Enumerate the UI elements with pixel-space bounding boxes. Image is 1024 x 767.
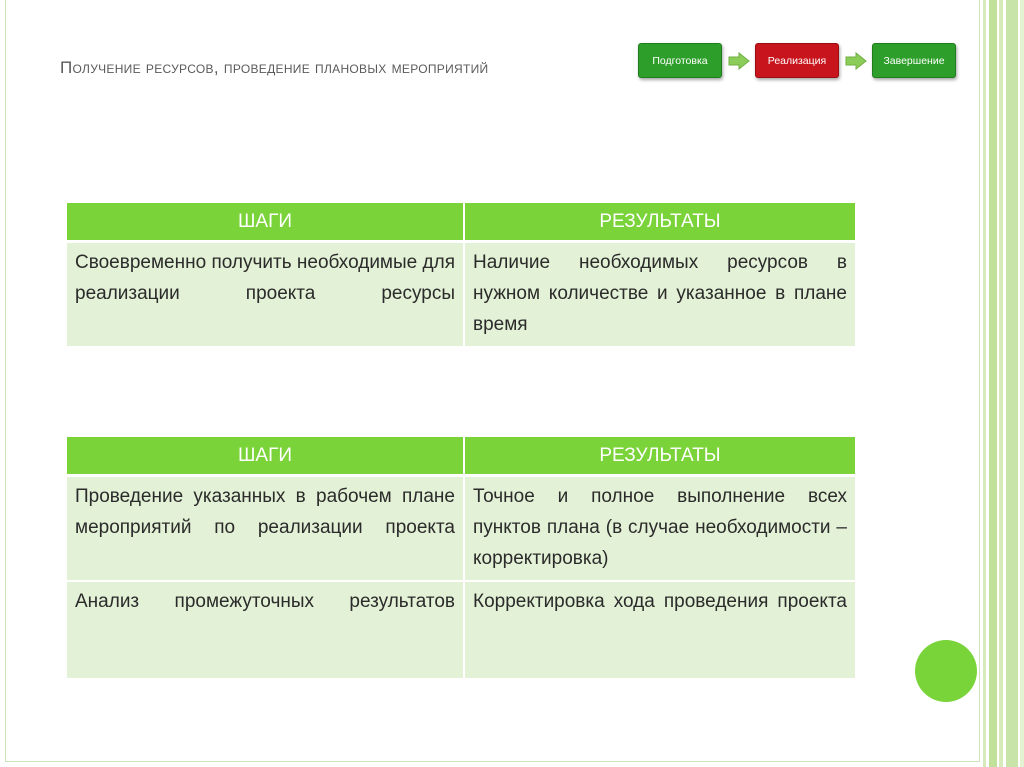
- table-header-row: [67, 203, 855, 242]
- decor-circle: [915, 640, 977, 702]
- stage-preparation: Подготовка: [638, 43, 722, 78]
- table-header-row: [67, 437, 855, 476]
- decor-stripe: [1020, 0, 1024, 767]
- decor-stripe: [999, 0, 1003, 767]
- result-cell: Точное и полное выполнение всех пунктов плана (в случае необходимости – корректировка): [464, 476, 855, 582]
- header-steps: ШАГИ: [67, 437, 464, 476]
- step-cell: Анализ промежуточных результатов: [67, 581, 464, 679]
- header-steps: ШАГИ: [67, 203, 464, 242]
- step-cell: Своевременно получить необходимые для реализации проекта ресурсы: [67, 242, 464, 348]
- table-row: [67, 242, 855, 348]
- table-row: [67, 581, 855, 679]
- header-results: РЕЗУЛЬТАТЫ: [464, 437, 855, 476]
- table-row: [67, 476, 855, 582]
- slide-title: Получение ресурсов, проведение плановых мероприятий: [60, 58, 489, 77]
- result-cell: Наличие необходимых ресурсов в нужном количестве и указанное в плане время: [464, 242, 855, 348]
- decor-stripe: [989, 0, 997, 767]
- stage-implementation: Реализация: [755, 43, 839, 78]
- stage-flow: [638, 43, 956, 78]
- result-cell: Корректировка хода проведения проекта: [464, 581, 855, 679]
- arrow-right-icon: [722, 43, 755, 78]
- stage-completion: Завершение: [872, 43, 956, 78]
- steps-results-table-1: [67, 203, 855, 348]
- decor-stripe: [983, 0, 986, 767]
- arrow-right-icon: [839, 43, 872, 78]
- decor-stripe: [1006, 0, 1018, 767]
- header-results: РЕЗУЛЬТАТЫ: [464, 203, 855, 242]
- step-cell: Проведение указанных в рабочем плане мероприятий по реализации проекта: [67, 476, 464, 582]
- steps-results-table-2: [67, 437, 855, 680]
